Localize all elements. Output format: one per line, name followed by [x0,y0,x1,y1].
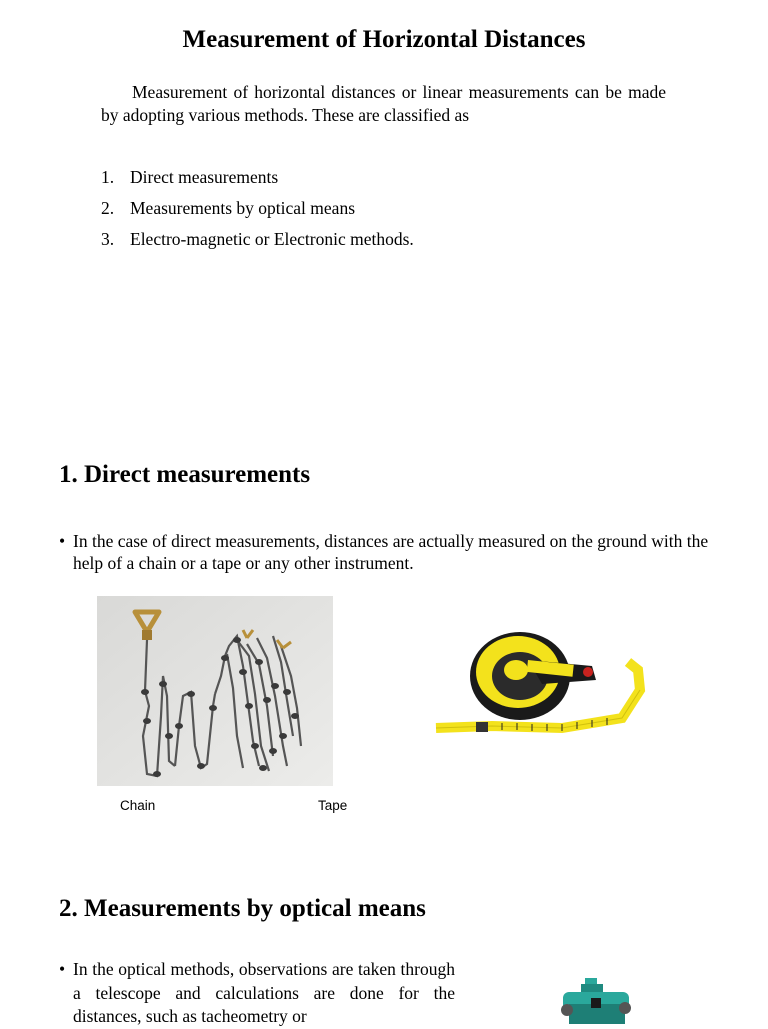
intro-paragraph: Measurement of horizontal distances or linear measurements can be made by adopting various methods. These are classified as [101,82,666,125]
chain-caption: Chain [120,798,156,813]
bullet-optical [59,958,455,1029]
instrument-photo [555,974,640,1024]
section-heading-direct: 1. Direct measurements [59,461,311,488]
bullet-icon: • [59,531,66,551]
method-label: Direct measurements [130,167,279,187]
method-number: 2. [101,198,115,218]
tape-caption: Tape [318,798,348,813]
bullet-text: In the optical methods, observations are taken through a telescope and calculations are done for the distances, such as tacheometry or [73,959,455,1026]
method-item-2 [101,197,355,219]
method-item-3 [101,228,414,250]
bullet-direct [59,530,709,574]
chain-illustration [97,596,333,786]
bullet-icon: • [59,959,66,979]
tape-illustration [432,600,650,780]
chain-photo [97,596,333,786]
method-label: Electro-magnetic or Electronic methods. [130,229,414,249]
method-label: Measurements by optical means [130,198,356,218]
method-number: 3. [101,229,115,249]
method-number: 1. [101,167,115,187]
tape-photo [432,600,650,780]
section-heading-optical: 2. Measurements by optical means [59,895,426,922]
bullet-text: In the case of direct measurements, distances are actually measured on the ground with the help of a chain or a tape or any other instrument. [73,531,709,573]
method-item-1 [101,166,278,188]
page-title: Measurement of Horizontal Distances [182,26,586,53]
tacheometer-illustration [555,974,640,1024]
